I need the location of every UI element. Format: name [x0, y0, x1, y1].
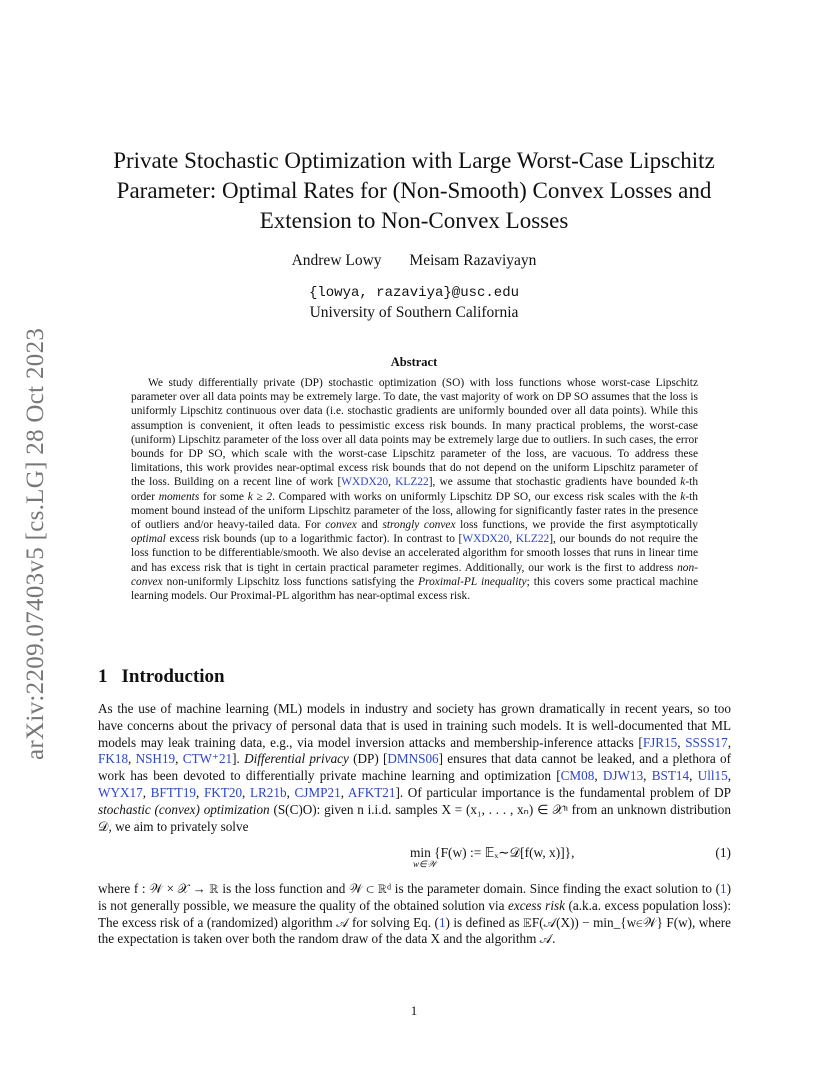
- author-email[interactable]: {lowya, razaviya}@usc.edu: [308, 285, 520, 301]
- citation-link[interactable]: FJR15: [642, 734, 678, 750]
- citation-link[interactable]: DMNS06: [387, 751, 439, 767]
- equation-reference-link[interactable]: 1: [720, 881, 727, 896]
- citation-link[interactable]: FKT20: [203, 784, 243, 800]
- arxiv-identifier: arXiv:2209.07403v5 [cs.LG] 28 Oct 2023: [22, 327, 49, 760]
- citation-link[interactable]: KLZ22: [395, 476, 429, 489]
- section-title: Introduction: [121, 666, 225, 687]
- citation-link[interactable]: SSSS17: [685, 734, 728, 750]
- paper-title: Private Stochastic Optimization with Large Worst-Case Lipschitz Parameter: Optimal Rates for (Non-Smooth) Convex Losses and Extension to Non-Convex Losses: [113, 148, 715, 233]
- page-number: 1: [410, 1003, 418, 1018]
- intro-paragraph: As the use of machine learning (ML) models in industry and society has grown dramatically in recent years, so too have concerns about the privacy of personal data that is used in training such models. It is well-documented that ML models may leak training data, e.g., via model inversion attacks and membership-inference attacks [FJR15, SSSS17, FK18, NSH19, CTW⁺21]. Differential privacy (DP) [DMNS06] ensures that data cannot be leaked, and a plethora of work has been devoted to differentially private machine learning and optimization [CM08, DJW13, BST14, Ull15, WYX17, BFTT19, FKT20, LR21b, CJMP21, AFKT21]. Of particular importance is the fundamental problem of DP stochastic (convex) optimization (S(C)O): given n i.i.d. samples X = (x₁, . . . , xₙ) ∈ 𝒳ⁿ from an unknown distribution 𝒟, we aim to privately solve: [98, 701, 732, 834]
- citation-link[interactable]: WXDX20: [341, 476, 389, 489]
- section-heading: [98, 666, 225, 688]
- intro-paragraph: where f : 𝒲 × 𝒳 → ℝ is the loss function and 𝒲 ⊂ ℝᵈ is the parameter domain. Since finding the exact solution to (1) is not generally possible, we measure the quality of the obtained solution via excess risk (a.k.a. excess population loss): The excess risk of a (randomized) algorithm 𝒜 for solving Eq. (1) is defined as 𝔼F(𝒜(X)) − min_{w∈𝒲} F(w), where the expectation is taken over both the random draw of the data X and the algorithm 𝒜.: [98, 881, 731, 947]
- author-list: [0, 252, 828, 270]
- section-number: 1: [98, 666, 108, 687]
- citation-link[interactable]: BST14: [651, 768, 690, 784]
- citation-link[interactable]: CJMP21: [294, 784, 341, 800]
- equation-number: (1): [715, 845, 731, 860]
- citation-link[interactable]: CM08: [560, 768, 595, 784]
- citation-link[interactable]: KLZ22: [515, 533, 550, 546]
- equation-subscript: w∈𝒲: [413, 859, 437, 869]
- citation-link[interactable]: AFKT21: [347, 784, 396, 800]
- author-name: Meisam Razaviyayn: [409, 252, 537, 269]
- abstract-heading: Abstract: [390, 355, 438, 369]
- abstract-text: We study differentially private (DP) stochastic optimization (SO) with loss functions whose worst-case Lipschitz parameter over all data points may be extremely large. To date, the vast majority of work on DP SO assumes that the loss is uniformly Lipschitz continuous over data (i.e. stochastic gradients are uniformly bounded over all data points). While this assumption is convenient, it often leads to pessimistic excess risk bounds. In many practical problems, the worst-case (uniform) Lipschitz parameter of the loss over all data points may be extremely large due to outliers. In such cases, the error bounds for DP SO, which scale with the worst-case Lipschitz parameter of the loss, are vacuous. To address these limitations, this work provides near-optimal excess risk bounds that do not depend on the uniform Lipschitz parameter of the loss. Building on a recent line of work [WXDX20, KLZ22], we assume that stochastic gradients have bounded k-th order moments for some k ≥ 2. Compared with works on uniformly Lipschitz DP SO, our excess risk scales with the k-th moment bound instead of the uniform Lipschitz parameter of the loss, allowing for significantly faster rates in the presence of outliers and/or heavy-tailed data. For convex and strongly convex loss functions, we provide the first asymptotically optimal excess risk bounds (up to a logarithmic factor). In contrast to [WXDX20, KLZ22], our bounds do not require the loss function to be differentiable/smooth. We also devise an accelerated algorithm for smooth losses that runs in linear time and has excess risk that is tight in certain practical parameter regimes. Additionally, our work is the first to address non-convex non-uniformly Lipschitz loss functions satisfying the Proximal-PL inequality; this covers some practical machine learning models. Our Proximal-PL algorithm has near-optimal excess risk.: [131, 377, 699, 603]
- citation-link[interactable]: CTW⁺21: [182, 751, 233, 767]
- citation-link[interactable]: NSH19: [135, 751, 176, 767]
- citation-link[interactable]: LR21b: [249, 784, 287, 800]
- author-name: Andrew Lowy: [291, 252, 382, 269]
- equation-reference-link[interactable]: 1: [438, 914, 446, 930]
- citation-link[interactable]: BFTT19: [150, 784, 197, 800]
- citation-link[interactable]: FK18: [98, 751, 129, 767]
- author-affiliation: University of Southern California: [309, 304, 519, 321]
- citation-link[interactable]: DJW13: [602, 768, 644, 784]
- citation-link[interactable]: WYX17: [98, 784, 143, 800]
- equation-expression: min {F(w) := 𝔼ₓ∼𝒟[f(w, x)]},: [410, 845, 575, 860]
- equation-1: [98, 845, 731, 875]
- citation-link[interactable]: WXDX20: [462, 533, 510, 546]
- citation-link[interactable]: Ull15: [697, 768, 728, 784]
